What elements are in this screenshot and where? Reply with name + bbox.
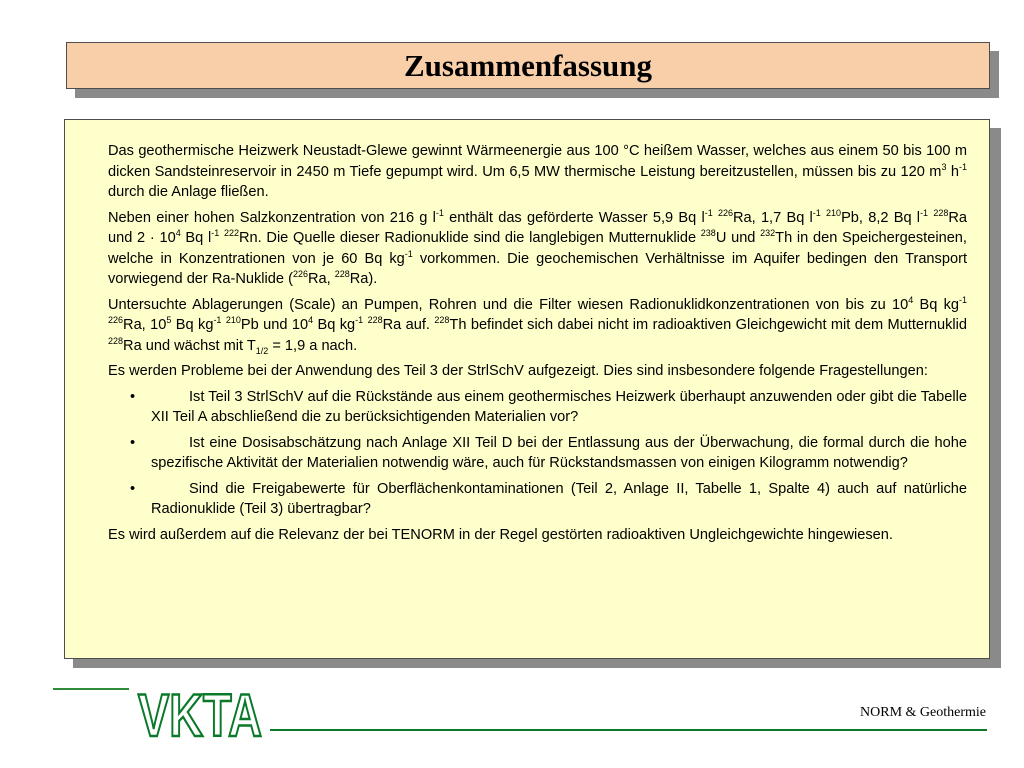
paragraph-1: Das geothermische Heizwerk Neustadt-Glewe gewinnt Wärmeenergie aus 100 °C heißem Wasser, welches aus einem 50 bis 100 m dicken Sandsteinreservoir in 2450 m Tiefe gepumpt wird. Um 6,5 MW thermische Leistung bereitzustellen, müssen bis zu 120 $m^3$ $h^{-1}$ durch die Anlage fließen.	[108, 143, 967, 200]
list-item: • Ist eine Dosisabschätzung nach Anlage XII Teil D bei der Entlassung aus der Überwachung, die formal durch die hohe spezifische Aktivität der Materialien notwendig wäre, auch für Rückstandsmassen von einigen Kilogramm notwendig?	[130, 434, 967, 471]
title-banner	[66, 42, 990, 89]
content-panel	[64, 119, 990, 659]
bullet-icon: •	[130, 434, 136, 451]
paragraph-2: Neben einer hohen Salzkonzentration von 216 g $l^{-1}$ enthält das geförderte Wasser 5,9 Bq $l^{-1}$ $^{226}$Ra, 1,7 Bq $l^{-1}$ $^{210}$Pb, 8,2 Bq $l^{-1}$ $^{228}$Ra und $2 \cdot 10^4$ Bq $l^{-1}$ $^{222}$Rn. Die Quelle dieser Radionuklide sind die langlebigen Mutternuklide $^{238}$U und $^{232}$Th in den Speichergesteinen, welche in Konzentrationen von je 60 Bq $kg^{-1}$ vorkommen. Die geochemischen Verhältnisse im Aquifer bedingen den Transport vorwiegend der Ra-Nuklide ($^{226}$Ra, $^{228}$Ra).	[108, 207, 967, 287]
bullet-icon: •	[130, 388, 136, 405]
footer-rule-short	[53, 688, 129, 690]
list-item: • Sind die Freigabewerte für Oberflächenkontaminationen (Teil 2, Anlage II, Tabelle 1, Spalte 4) auch auf natürliche Radionuklide (Teil 3) übertragbar?	[130, 480, 967, 517]
footer-rule-long	[270, 729, 987, 731]
list-item: • Ist Teil 3 StrlSchV auf die Rückstände aus einem geothermisches Heizwerk überhaupt anzuwenden oder gibt die Tabelle XII Teil A abschließend die zu berücksichtigenden Materialien vor?	[130, 388, 967, 425]
footer-label: NORM & Geothermie	[860, 705, 986, 720]
paragraph-3: Untersuchte Ablagerungen (Scale) an Pumpen, Rohren und die Filter wiesen Radionuklidkonzentrationen von bis zu $10^4$ Bq $kg^{-1}$ $^{226}$Ra, $10^5$ Bq $kg^{-1}$ $^{210}$Pb und $10^4$ Bq $kg^{-1}$ $^{228}$Ra auf. $^{228}$Th befindet sich dabei nicht im radioaktiven Gleichgewicht mit dem Mutternuklid $^{228}$Ra und wächst mit $T_{1/2} = 1,9$ a nach.	[108, 294, 968, 356]
paragraph-4: Es werden Probleme bei der Anwendung des Teil 3 der StrlSchV aufgezeigt. Dies sind insbesondere folgende Fragestellungen:	[108, 363, 928, 379]
slide-title: Zusammenfassung	[403, 47, 653, 83]
question-list	[108, 387, 967, 520]
bullet-icon: •	[130, 480, 136, 497]
vkta-logo	[136, 682, 264, 749]
svg-text:VKTA: VKTA	[138, 682, 262, 749]
paragraph-5: Es wird außerdem auf die Relevanz der bei TENORM in der Regel gestörten radioaktiven Ungleichgewichte hingewiesen.	[108, 526, 893, 543]
